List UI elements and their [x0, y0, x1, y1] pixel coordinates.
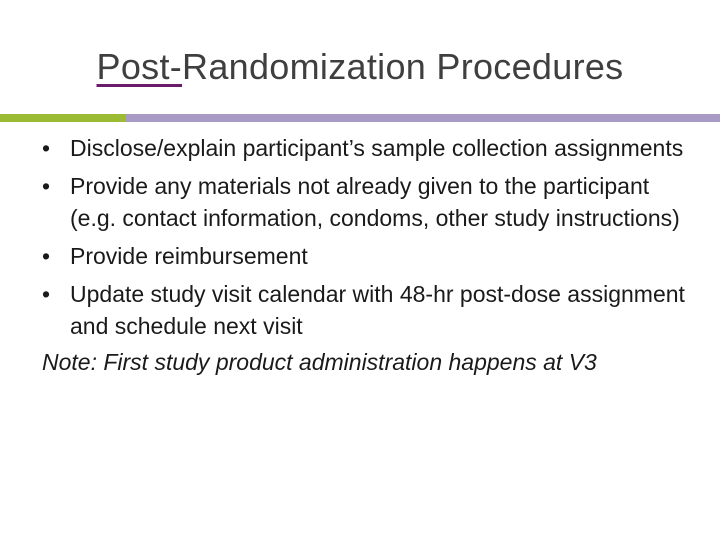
bullet-text: Provide any materials not already given to the participant (e.g. contact information, condoms, other study instructions) [70, 173, 680, 231]
bullet-item [42, 170, 692, 234]
title-main-part: Randomization Procedures [182, 46, 624, 87]
bullet-text: Disclose/explain participant’s sample collection assignments [70, 135, 684, 161]
title-underlined-part: Post- [96, 46, 183, 87]
accent-bar-purple [126, 114, 720, 122]
bullet-text: Update study visit calendar with 48-hr post-dose assignment and schedule next visit [70, 281, 685, 339]
accent-bar-green [0, 114, 126, 122]
note-text: Note: First study product administration happens at V3 [42, 349, 597, 375]
bullet-item [42, 132, 692, 164]
bullet-icon: • [42, 173, 51, 199]
bullet-item [42, 240, 692, 272]
bullet-icon: • [42, 281, 51, 307]
bullet-icon: • [42, 243, 51, 269]
bullet-icon: • [42, 135, 51, 161]
slide-content [42, 132, 692, 378]
bullet-text: Provide reimbursement [70, 243, 308, 269]
bullet-item [42, 278, 692, 342]
slide-title [0, 46, 720, 88]
